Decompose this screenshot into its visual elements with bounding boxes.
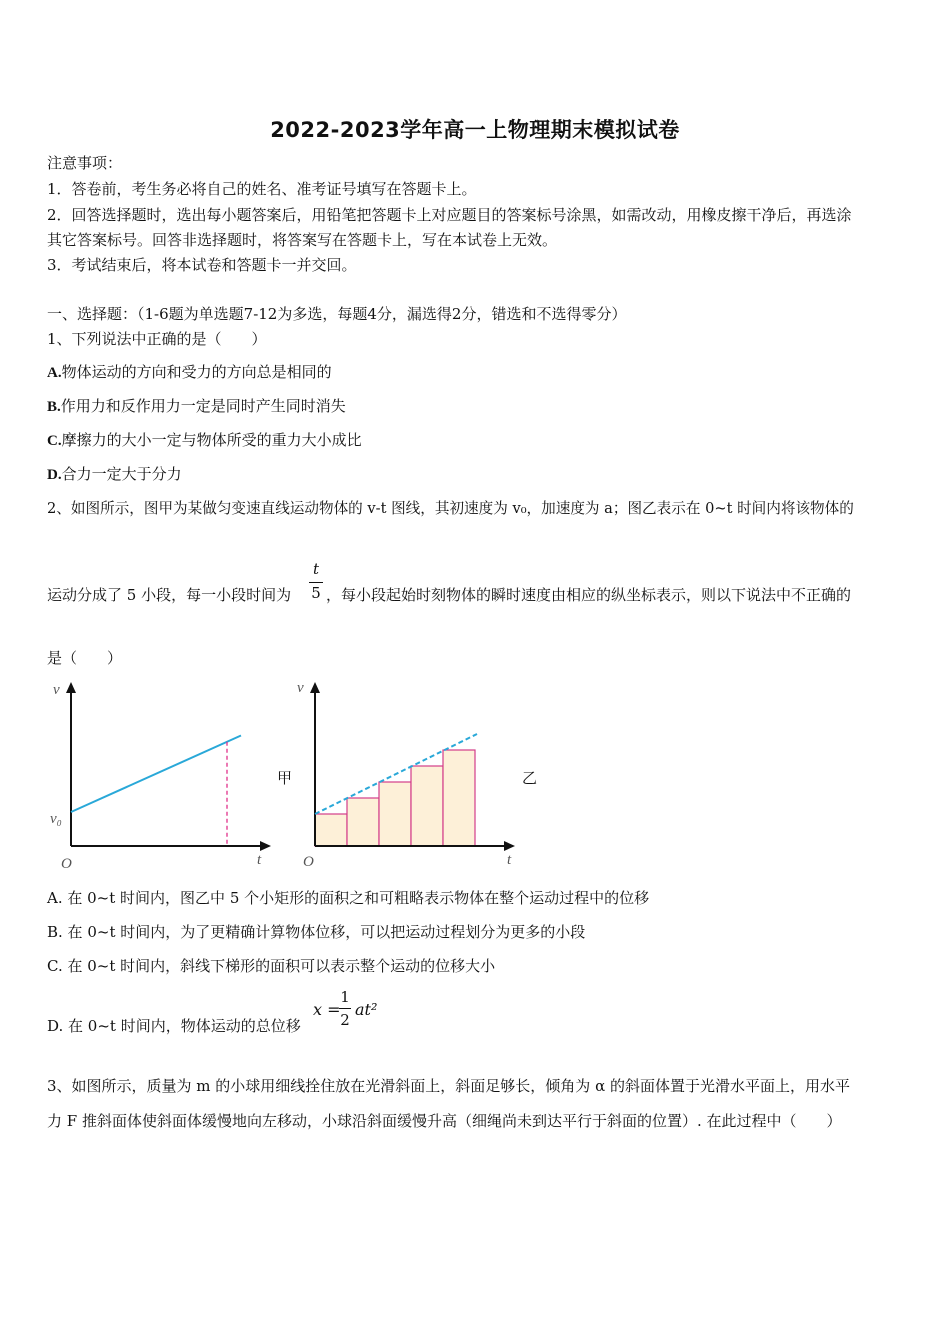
jia-y-label: v [53, 682, 60, 698]
q1-option-c: C.摩擦力的大小一定与物体所受的重力大小成比 [47, 431, 362, 449]
yi-y-arrow [310, 682, 320, 693]
jia-series-line [71, 736, 241, 813]
q1-option-a: A.物体运动的方向和受力的方向总是相同的 [47, 363, 332, 381]
jia-y-arrow [66, 682, 76, 693]
figure-jia-chart [45, 678, 275, 874]
figure-yi-chart [295, 678, 525, 874]
formula-lhs: x = [313, 1000, 341, 1019]
yi-bars [315, 750, 475, 846]
yi-x-label: t [507, 852, 512, 868]
yi-x-arrow [504, 841, 515, 851]
q2-line-1: 2、如图所示，图甲为某做匀变速直线运动物体的 v-t 图线，其初速度为 v₀，加速度为 a；图乙表示在 0~t 时间内将该物体的 [47, 500, 854, 517]
q2-option-d: D. 在 0~t 时间内，物体运动的总位移 [47, 1017, 301, 1035]
yi-bar-3 [379, 782, 411, 846]
q3-line-1: 3、如图所示，质量为 m 的小球用细线拴住放在光滑斜面上，斜面足够长，倾角为 α 的斜面体置于光滑水平面上，用水平 [47, 1077, 850, 1095]
jia-v0-label: v₀ [50, 811, 62, 827]
q2-frac-den: 5 [311, 584, 321, 602]
q2-frac-line [309, 582, 323, 583]
q2-option-b: B. 在 0~t 时间内，为了更精确计算物体位移，可以把运动过程划分为更多的小段 [47, 923, 586, 941]
figure-jia-label: 甲 [277, 769, 293, 787]
notice-item-3: 3．考试结束后，将本试卷和答题卡一并交回。 [47, 256, 357, 274]
notice-item-1: 1．答卷前，考生务必将自己的姓名、准考证号填写在答题卡上。 [47, 180, 477, 198]
q3-line-2: 力 F 推斜面体使斜面体缓慢地向左移动，小球沿斜面缓慢升高（细绳尚未到达平行于斜面的位置）. 在此过程中（ ） [47, 1112, 842, 1130]
q2-frac-num: t [312, 560, 320, 578]
q2-line-3: 是（ ） [47, 649, 123, 667]
jia-x-arrow [260, 841, 271, 851]
q1-stem: 1、下列说法中正确的是（ ） [47, 330, 267, 348]
yi-bar-4 [411, 766, 443, 846]
yi-y-label: v [297, 680, 304, 696]
yi-bar-1 [315, 814, 347, 846]
q2-line-2-post: ，每小段起始时刻物体的瞬时速度由相应的纵坐标表示，则以下说法中不正确的 [326, 586, 852, 604]
q2-line-2-pre: 运动分成了 5 小段，每一小段时间为 [47, 586, 292, 604]
q2-option-c: C. 在 0~t 时间内，斜线下梯形的面积可以表示整个运动的位移大小 [47, 957, 496, 975]
yi-bar-2 [347, 798, 379, 846]
section-heading: 一、选择题：（1-6题为单选题7-12为多选，每题4分，漏选得2分，错选和不选得零分） [47, 305, 627, 323]
q1-option-d: D.合力一定大于分力 [47, 465, 182, 483]
notice-heading: 注意事项： [47, 154, 123, 172]
figure-yi-label: 乙 [522, 769, 538, 787]
formula-rhs: at² [355, 1000, 378, 1019]
notice-item-2: 2．回答选择题时，选出每小题答案后，用铅笔把答题卡上对应题目的答案标号涂黑，如需改动，用橡皮擦干净后，再选涂 [47, 206, 852, 224]
yi-origin-label: O [303, 854, 314, 870]
formula-num: 1 [340, 988, 350, 1006]
formula-line [339, 1008, 351, 1009]
jia-x-label: t [257, 852, 262, 868]
q1-option-b: B.作用力和反作用力一定是同时产生同时消失 [47, 397, 346, 415]
q2-option-a: A. 在 0~t 时间内，图乙中 5 个小矩形的面积之和可粗略表示物体在整个运动过程中的位移 [47, 889, 650, 907]
notice-item-2-cont: 其它答案标号。回答非选择题时，将答案写在答题卡上，写在本试卷上无效。 [47, 231, 558, 249]
page-title: 2022-2023学年高一上物理期末模拟试卷 [270, 118, 680, 142]
formula-den: 2 [340, 1011, 350, 1029]
yi-bar-5 [443, 750, 475, 846]
jia-origin-label: O [61, 856, 72, 872]
